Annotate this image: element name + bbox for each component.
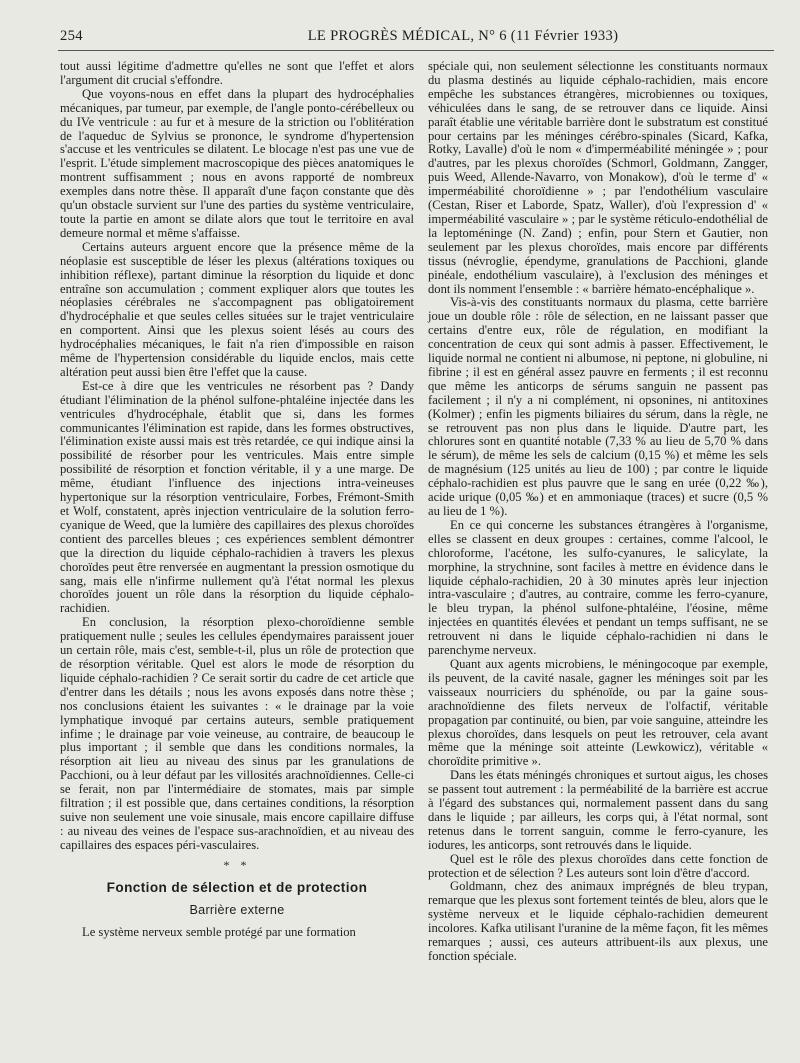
paragraph: Dans les états méningés chroniques et surtout aigus, les choses se passent tout autrement : la perméabilité de la barrière est accrue à l'égard des substances qui, normalement passent dans du sang dans le liquide ; par ailleurs, les corps qui, à l'état normal, sont retenus dans le torrent sanguin, comme le ferro-cyanure, les iodures, les anticorps, sont retrouvés dans le liquide. (428, 768, 768, 852)
paragraph: Est-ce à dire que les ventricules ne résorbent pas ? Dandy étudiant l'élimination de la phénol sulfone-phtaléine injectée dans les ventricules d'hydrocéphale, établit que si, dans les formes communicantes l'élimination est rapide, dans les formes obstructives, l'élimination existe aussi mais est très retardée, ce qui indique ainsi la possibilité de résorber pour les ventricules. Mais entre simple possibilité de résorption et fonction véritable, il y a une marge. De même, étudiant l'influence des injections intra-veineuses hypertonique sur la résorption ventriculaire, Forbes, Frémont-Smith et Wolf, constatent, après injection ventriculaire de la solution ferro-cyanique de Weed, que la lumière des capillaires des plexus choroïdes contient des parcelles bleues ; ces expériences semblent démontrer que la direction du liquide céphalo-rachidien à travers les plexus choroïdes peut être renversée en augmentant la pression osmotique du sang, mais elle n'infirme nullement qu'à l'état normal les plexus choroïdes jouent un rôle dans la résorption du liquide céphalo-rachidien. (60, 378, 414, 616)
running-header (60, 28, 766, 50)
header-rule (58, 50, 774, 51)
paragraph: Certains auteurs arguent encore que la présence même de la néoplasie est susceptible de léser les plexus (altérations toxiques ou inhibition réflexe), partant diminue la résorption du liquide et donc entraîne son accumulation ; comment expliquer alors que toutes les néoplasies cérébrales ne s'accompagnent pas obligatoirement d'hydrocéphalie et que seules celles situées sur le trajet ventriculaire en comportent. Ainsi que les plexus soient lésés au cours des hydrocéphalies mécaniques, le fait n'a rien d'impossible en raison même de l'hypertension considérable du liquide enclos, mais cette altération peut aussi bien être l'effet que la cause. (60, 239, 414, 379)
running-title: LE PROGRÈS MÉDICAL, N° 6 (11 Février 1933) (307, 28, 619, 44)
section-separator: * * (223, 857, 251, 872)
paragraph: Vis-à-vis des constituants normaux du plasma, cette barrière joue un double rôle : rôle de sélection, en ne laissant passer que certains d'entre eux, rôle de régulation, en modifiant la concentration de ceux qui sont admis à passer. Effectivement, le liquide normal ne contient ni albumose, ni peptone, ni globuline, ni fibrine ; il est en général assez pauvre en ferments ; il est reconnu que même les anticorps de sérums sanguin ne passent pas facilement ; il n'y a ni complément, ni opsonines, ni antitoxines (Kolmer) ; enfin les pigments biliaires du sérum, dans la règle, ne se retrouvent pas non plus dans le liquide. D'autre part, les chlorures sont en quantité notable (7,33 % au lieu de 5,70 % dans le sérum), de même les sels de calcium (0,15 %) et même les sels de magnésium (125 unités au lieu de 100) ; par contre le liquide céphalo-rachidien est plus pauvre que le sang en urée (0,22 ‰), acide urique (0,05 ‰) et en ammoniaque (traces) et sucre (0,5 % au lieu de 1 %). (428, 295, 768, 518)
paragraph: En ce qui concerne les substances étrangères à l'organisme, elles se classent en deux groupes : certaines, comme l'alcool, le chloroforme, l'acétone, les sulfo-cyanures, le salicylate, la morphine, la strychnine, sont faciles à mettre en évidence dans le liquide céphalo-rachidien, 20 à 30 minutes après leur injection intra-vasculaire ; d'autres, au contraire, comme les ferro-cyanure, le bleu trypan, la phénol sulfone-phtaléine, l'éosine, même injectées en quantités élevées et pendant un temps suffisant, ne se retrouvent ni dans le liquide céphalo-rachidien ni dans le parenchyme nerveux. (428, 517, 768, 658)
paragraph: spéciale qui, non seulement sélectionne les constituants normaux du plasma destinés au liquide céphalo-rachidien, mais encore empêche les substances étrangères, microbiennes ou toxiques, véhiculées dans le sang, de se retrouver dans ce liquide. Ainsi paraît établie une véritable barrière dont le substratum est constitué pour certains par les méninges cérébro-spinales (Sicard, Kafka, Rotky, Lavalle) d'où le nom « d'imperméabilité méningée » ; pour d'autres, par les plexus choroïdes (Schmorl, Goldmann, Zangger, puis Weed, Allende-Navarro, von Monakow), d'où le terme d' « imperméabilité choroïdienne » ; par l'endothélium vasculaire (Cestan, Riser et Laborde, Spatz, Waller), d'où l'expression d' « imperméabilité vasculaire » ; par le système réticulo-endothélial de la leptoméninge (N. Zand) ; enfin, pour Stern et Gautier, non seulement par les plexus choroïdes, mais encore par différents tissus (névroglie, épendyme, granulations de Pacchioni, glande pinéale, endothélium vasculaire), à l'exclusion des méninges et dont ils nomment l'ensemble : « barrière hémato-encéphalique ». (428, 59, 768, 296)
paragraph: Quant aux agents microbiens, le méningocoque par exemple, ils peuvent, de la cavité nasale, gagner les méninges soit par les vaisseaux nourriciers du sphénoïde, ou par la gaine sous-arachnoïdienne des filets nerveux de l'olfactif, véritable propagation par continuité, ou bien, par voie sanguine, atteindre les plexus choroïdes, dans lesquels on peut les retrouver, cela avant même que la méninge soit atteinte (Lewkowicz), véritable « choroïdite primitive ». (428, 656, 768, 769)
paragraph: tout aussi légitime d'admettre qu'elles ne sont que l'effet et alors l'argument dit crucial s'effondre. (60, 59, 414, 87)
paragraph: Goldmann, chez des animaux imprégnés de bleu trypan, remarque que les plexus sont fortement teintés de bleu, alors que le système nerveux et le liquide céphalo-rachidien demeurent incolores. Kafka utilisant l'uranine de la même façon, fit les mêmes remarques ; aussi, ces auteurs attribuent-ils aux plexus, une fonction spéciale. (428, 879, 768, 963)
section-subtitle: Barrière externe (189, 903, 285, 918)
paragraph: En conclusion, la résorption plexo-choroïdienne semble pratiquement nulle ; seules les cellules épendymaires paraissent jouer un certain rôle, mais c'est, semble-t-il, plus un rôle de protection que de résorption véritable. Quel est alors le mode de résorption du liquide céphalo-rachidien ? Ce serait sortir du cadre de cet article que d'entrer dans les détails ; nous les avons exposés dans notre thèse ; nos conclusions étaient les suivantes : « le drainage par la voie lymphatique invoqué par certains auteurs, semble pratiquement infime ; le drainage par voie veineuse, au contraire, de beaucoup le plus important ; il semble que dans les conditions normales, la résorption ait lieu au niveau des sinus par les granulations de Pacchioni, ou à leur défaut par les villosités arachnoïdiennes. Celle-ci se ferait, non par l'intermédiaire de stomates, mais par simple filtration ; il est possible que, dans certaines conditions, la résorption suive non seulement une voie sinusale, mais encore capillaire diffuse : au niveau des veines de l'espace sus-arachnoïdien, et au niveau des capillaires des espaces péri-vasculaires. (60, 615, 414, 852)
left-column (60, 60, 414, 940)
section-title: Fonction de sélection et de protection (106, 879, 368, 895)
paragraph: Le système nerveux semble protégé par une formation (82, 925, 356, 940)
page-number: 254 (60, 28, 83, 44)
paragraph: Que voyons-nous en effet dans la plupart des hydrocéphalies mécaniques, par tumeur, par exemple, de l'angle ponto-cérébelleux ou du IVe ventricule : au fur et à mesure de la striction ou l'oblitération de l'aqueduc de Sylvius se prononce, le syndrome d'hypertension s'accuse et les ventricules se dilatent. Le blocage n'est pas une vue de l'esprit. L'étude simplement macroscopique des pièces anatomiques le montrent suffisamment ; nous en avons rapporté de nombreux exemples dans notre thèse. Il apparaît d'une façon constante que dès qu'un obstacle survient sur l'une des parties du système ventriculaire, toute la partie en amont se dilate alors que tout le territoire en aval demeure normal et même s'affaisse. (60, 86, 414, 240)
paragraph: Quel est le rôle des plexus choroïdes dans cette fonction de protection et de sélection ? Les auteurs sont loin d'être d'accord. (428, 851, 768, 880)
right-column (428, 60, 768, 964)
